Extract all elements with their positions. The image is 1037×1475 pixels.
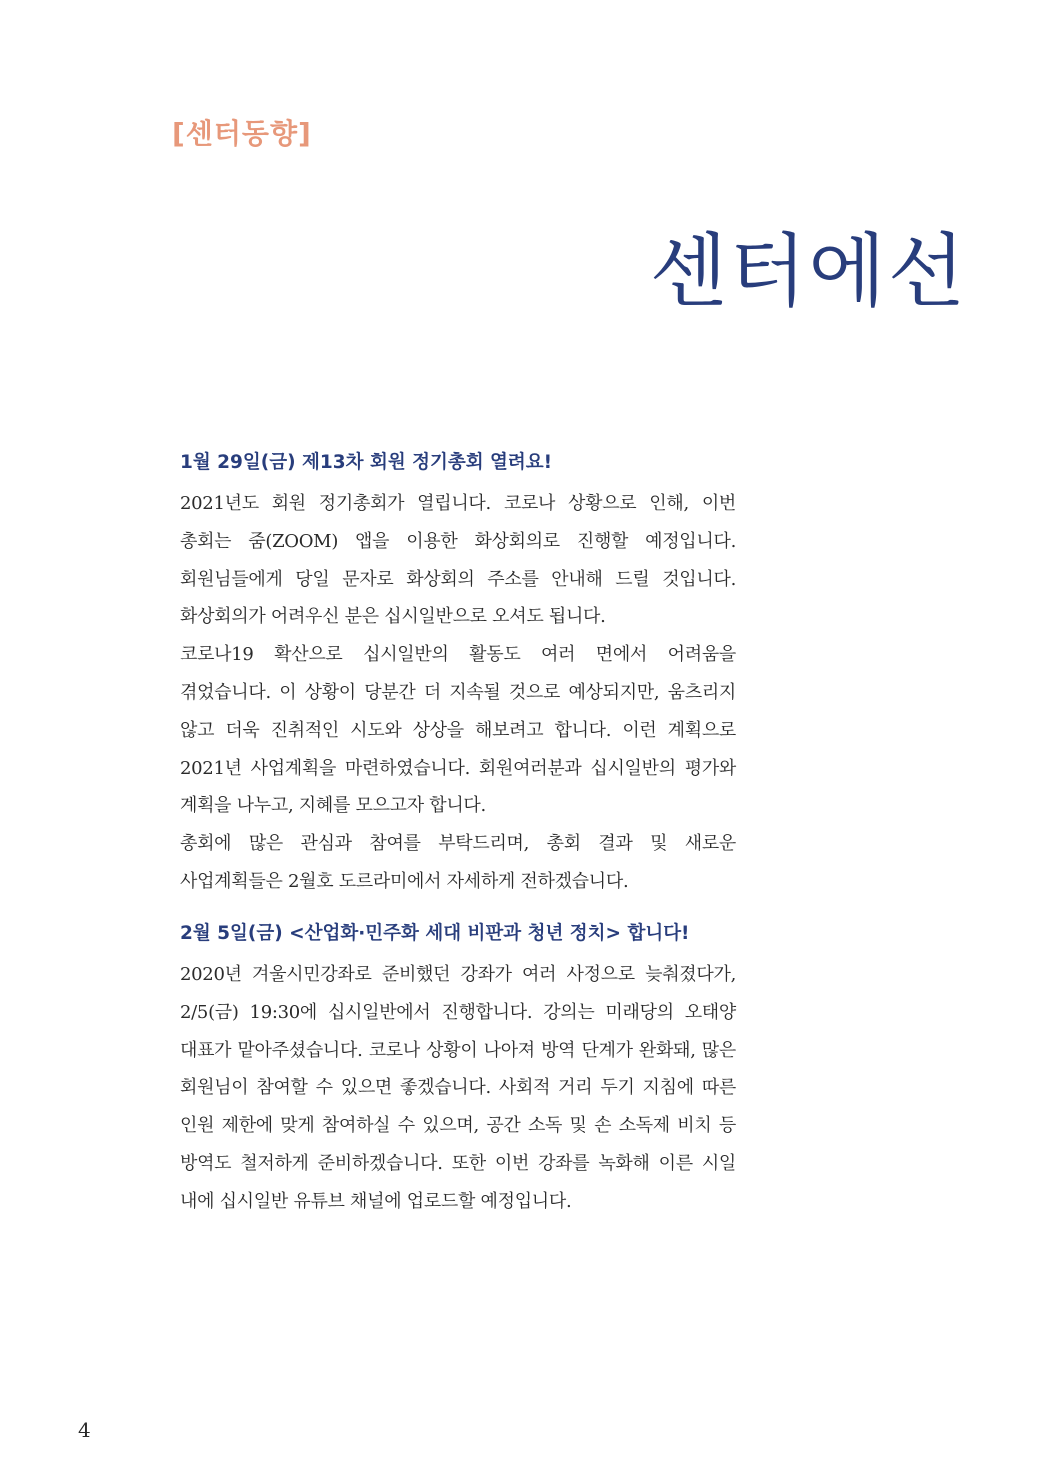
article-general-meeting: [180, 447, 736, 901]
page-title: 센터에선: [649, 224, 967, 318]
article-paragraph: 코로나19 확산으로 십시일반의 활동도 여러 면에서 어려움을 겪었습니다. 이 상황이 당분간 더 지속될 것으로 예상되지만, 움츠리지 않고 더욱 진취적인 시도와 상상을 해보려고 합니다. 이런 계획으로 2021년 사업계획을 마련하였습니다. 회원여러분과 십시일반의 평가와 계획을 나누고, 지혜를 모으고자 합니다.: [180, 644, 736, 817]
article-paragraph: 2021년도 회원 정기총회가 열립니다. 코로나 상황으로 인해, 이번 총회는 줌(ZOOM) 앱을 이용한 화상회의로 진행할 예정입니다. 회원님들에게 당일 문자로 화상회의 주소를 안내해 드릴 것입니다. 화상회의가 어려우신 분은 십시일반으로 오셔도 됩니다.: [180, 493, 736, 628]
article-paragraph: 2020년 겨울시민강좌로 준비했던 강좌가 여러 사정으로 늦춰졌다가, 2/5(금) 19:30에 십시일반에서 진행합니다. 강의는 미래당의 오태양 대표가 맡아주셨습니다. 코로나 상황이 나아져 방역 단계가 완화돼, 많은 회원님이 참여할 수 있으면 좋겠습니다. 사회적 거리 두기 지침에 따른 인원 제한에 맞게 참여하실 수 있으며, 공간 소독 및 손 소독제 비치 등 방역도 철저하게 준비하겠습니다. 또한 이번 강좌를 녹화해 이른 시일 내에 십시일반 유튜브 채널에 업로드할 예정입니다.: [180, 964, 736, 1212]
article-heading: 2월 5일(금) <산업화·민주화 세대 비판과 청년 정치> 합니다!: [180, 923, 690, 944]
article-heading: 1월 29일(금) 제13차 회원 정기총회 열려요!: [180, 452, 553, 473]
article-lecture: [180, 918, 736, 1221]
article-paragraph: 총회에 많은 관심과 참여를 부탁드리며, 총회 결과 및 새로운 사업계획들은 2월호 도르라미에서 자세하게 전하겠습니다.: [180, 833, 736, 892]
section-tag: [센터동향]: [172, 117, 312, 150]
page-number: 4: [78, 1418, 91, 1442]
